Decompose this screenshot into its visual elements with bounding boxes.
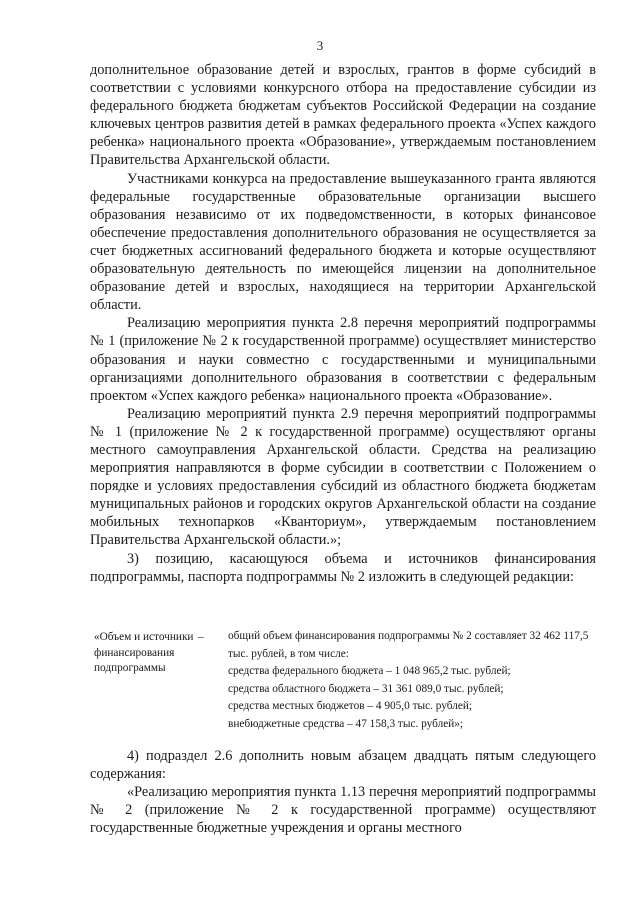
funding-table [94, 628, 596, 734]
body-text-bottom [90, 747, 596, 837]
page-number: 3 [316, 38, 324, 53]
paragraph-item-1-13: «Реализацию мероприятия пункта 1.13 перечня мероприятий подпрограммы № 2 (приложение № 2 к государственной программе) осуществляют государственные бюджетные учреждения и органы местного [90, 784, 596, 837]
paragraph-continuation: дополнительное образование детей и взрослых, грантов в форме субсидий в соответствии с условиями конкурсного отбора на предоставление субсидии из федерального бюджета бюджетам субъектов Российской Федерации на создание ключевых центров развития детей в рамках федерального проекта «Успех каждого ребенка» национального проекта «Образование», утверждаемым постановлением Правительства Архангельской области. [90, 62, 596, 169]
funding-local: средства местных бюджетов – 4 905,0 тыс. рублей; [228, 700, 473, 713]
paragraph-amendment-3: 3) позицию, касающуюся объема и источников финансирования подпрограммы, паспорта подпрограммы № 2 изложить в следующей редакции: [90, 550, 596, 585]
funding-federal: средства федерального бюджета – 1 048 965,2 тыс. рублей; [228, 665, 511, 678]
funding-total: общий объем финансирования подпрограммы № 2 составляет 32 462 117,5 тыс. рублей, в том числе: [228, 630, 589, 660]
funding-regional: средства областного бюджета – 31 361 089,0 тыс. рублей; [228, 682, 504, 695]
paragraph-item-2-8: Реализацию мероприятия пункта 2.8 перечня мероприятий подпрограммы № 1 (приложение № 2 к государственной программе) осуществляет министерство образования и науки совместно с государственными и муниципальными организациями дополнительного образования в соответствии с федеральным проектом «Успех каждого ребенка» национального проекта «Образование». [90, 315, 596, 404]
funding-extrabudgetary: внебюджетные средства – 47 158,3 тыс. рублей»; [228, 717, 464, 730]
funding-table-values [228, 628, 596, 734]
body-text-top [90, 61, 596, 586]
paragraph-amendment-4: 4) подраздел 2.6 дополнить новым абзацем двадцать пятым следующего содержания: [90, 748, 596, 783]
funding-table-dash: – [198, 631, 204, 643]
paragraph-item-2-9: Реализацию мероприятий пункта 2.9 перечня мероприятий подпрограммы № 1 (приложение № 2 к государственной программе) осуществляют органы местного самоуправления Архангельской области. Средства на реализацию мероприятия направляются в форме субсидии в соответствии с Положением о порядке и условиях предоставления субсидий из областного бюджета бюджетам муниципальных районов и городских округов Архангельской области на создание мобильных технопарков «Кванториум», утверждаемым постановлением Правительства Архангельской области.»; [90, 405, 596, 549]
paragraph-contest-participants: Участниками конкурса на предоставление вышеуказанного гранта являются федеральные государственные образовательные организации высшего образования независимо от их подведомственности, в которых финансовое обеспечение предоставления дополнительного образования не осуществляется за счет бюджетных ассигнований федерального бюджета и которые осуществляют образовательную деятельность по имеющейся лицензии на дополнительное образование детей и взрослых, находящиеся на территории Архангельской области. [90, 170, 596, 314]
funding-table-label: «Объем и источники финансирования подпрограммы [94, 631, 194, 675]
